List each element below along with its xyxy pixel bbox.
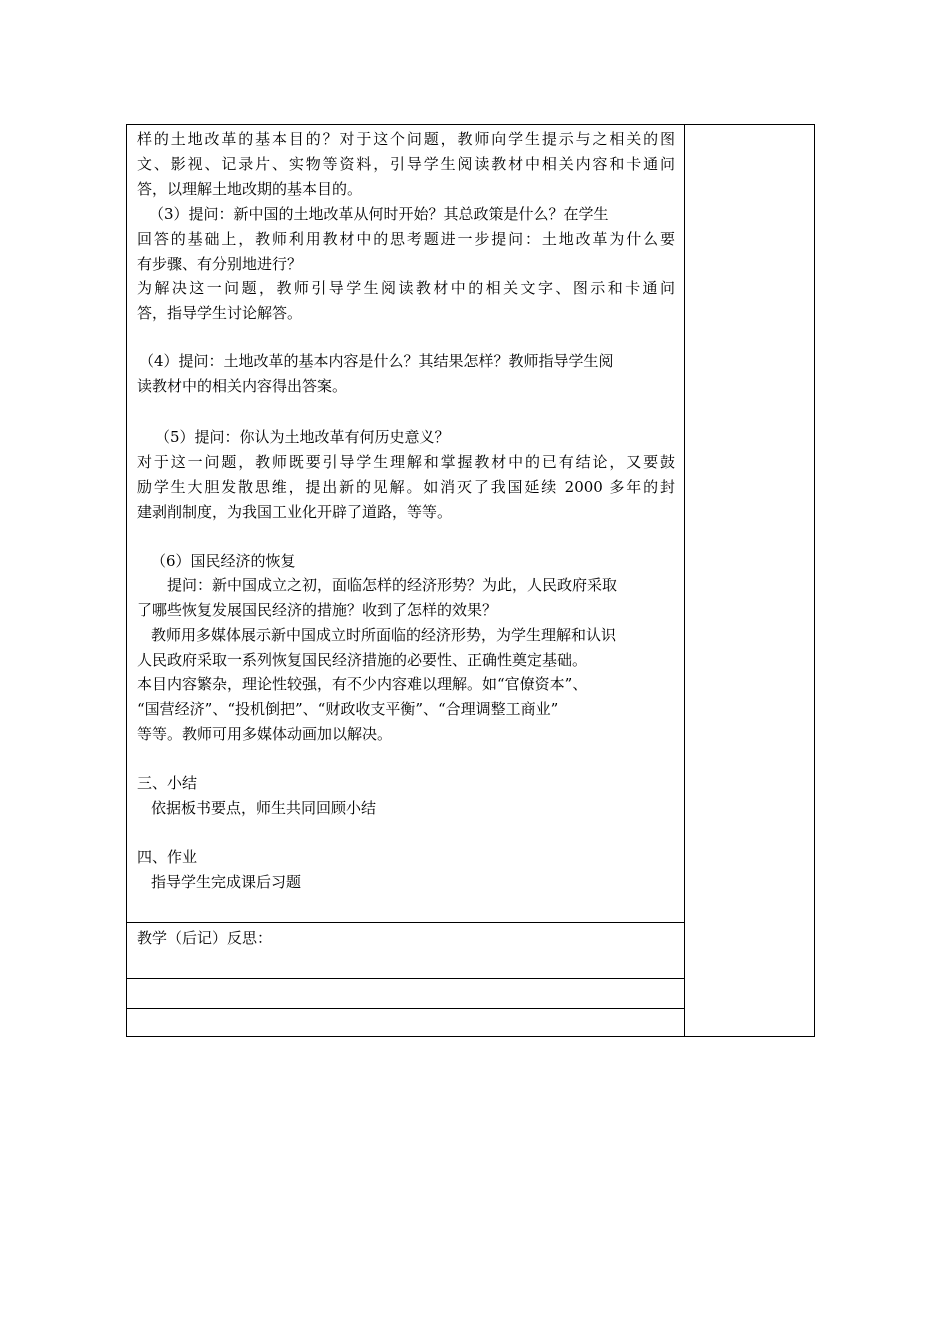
section-heading-summary: 三、小结 bbox=[137, 774, 198, 792]
text-line: 励学生大胆发散思维，提出新的见解。如消灭了我国延续 2000 多年的封 bbox=[137, 478, 675, 496]
text-line: 对于这一问题，教师既要引导学生理解和掌握教材中的已有结论，又要鼓 bbox=[137, 453, 675, 471]
text-line: （3）提问：新中国的土地改革从何时开始？其总政策是什么？在学生 bbox=[149, 205, 609, 223]
text-line: 文、影视、记录片、实物等资料，引导学生阅读教材中相关内容和卡通问 bbox=[137, 155, 675, 173]
text-line: 等等。教师可用多媒体动画加以解决。 bbox=[137, 725, 393, 743]
text-line: 了哪些恢复发展国民经济的措施？收到了怎样的效果？ bbox=[137, 601, 498, 619]
text-line: 回答的基础上，教师利用教材中的思考题进一步提问：土地改革为什么要 bbox=[137, 230, 675, 248]
text-line: 人民政府采取一系列恢复国民经济措施的必要性、正确性奠定基础。 bbox=[137, 651, 588, 669]
text-line: 读教材中的相关内容得出答案。 bbox=[137, 377, 348, 395]
text-line: 答，指导学生讨论解答。 bbox=[137, 304, 303, 322]
row-divider bbox=[127, 922, 684, 923]
row-divider bbox=[127, 978, 684, 979]
text-line: 指导学生完成课后习题 bbox=[151, 873, 302, 891]
text-line: 本目内容繁杂，理论性较强，有不少内容难以理解。如“官僚资本”、 bbox=[137, 675, 588, 693]
text-line: 有步骤、有分别地进行？ bbox=[137, 255, 303, 273]
text-line: 教师用多媒体展示新中国成立时所面临的经济形势，为学生理解和认识 bbox=[151, 626, 617, 644]
section-heading-homework: 四、作业 bbox=[137, 848, 198, 866]
text-line: （5）提问：你认为土地改革有何历史意义？ bbox=[155, 428, 450, 446]
text-line: 建剥削制度，为我国工业化开辟了道路，等等。 bbox=[137, 503, 453, 521]
text-line: 答，以理解土地改期的基本目的。 bbox=[137, 180, 363, 198]
row-divider bbox=[127, 1008, 684, 1009]
reflection-label: 教学（后记）反思： bbox=[137, 929, 273, 947]
text-line: “国营经济”、“投机倒把”、“财政收支平衡”、“合理调整工商业” bbox=[137, 700, 559, 718]
text-line: 提问：新中国成立之初，面临怎样的经济形势？为此，人民政府采取 bbox=[167, 576, 618, 594]
text-line: 依据板书要点，师生共同回顾小结 bbox=[151, 799, 377, 817]
lesson-plan-table bbox=[126, 124, 815, 1037]
text-line: 样的土地改革的基本目的？对于这个问题，教师向学生提示与之相关的图 bbox=[137, 130, 675, 148]
text-line: 为解决这一问题，教师引导学生阅读教材中的相关文字、图示和卡通问 bbox=[137, 279, 675, 297]
text-line: （4）提问：土地改革的基本内容是什么？其结果怎样？教师指导学生阅 bbox=[139, 352, 614, 370]
side-column-divider bbox=[684, 125, 685, 1036]
text-line: （6）国民经济的恢复 bbox=[151, 552, 296, 570]
lesson-content-cell bbox=[127, 125, 684, 922]
